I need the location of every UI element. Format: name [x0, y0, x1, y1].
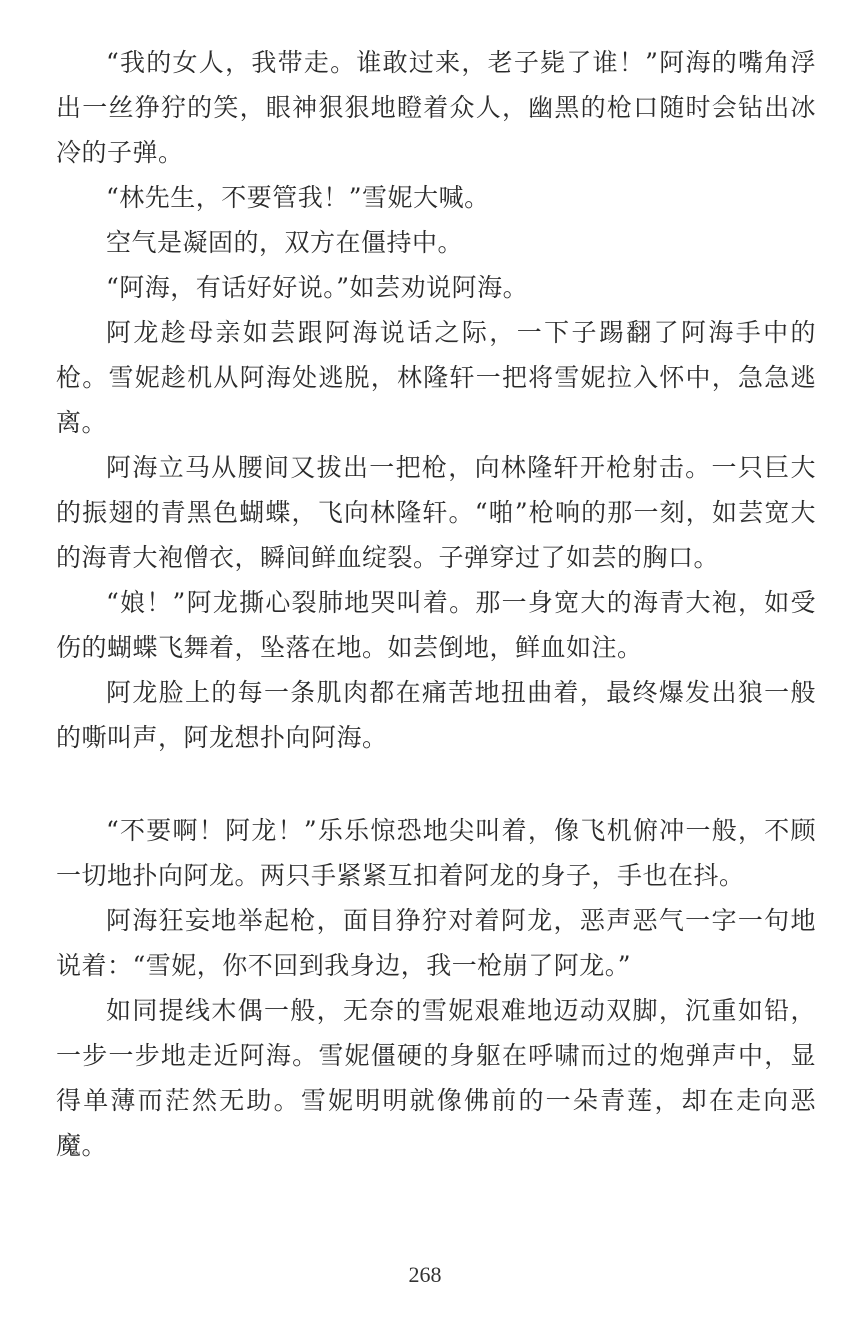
paragraph: “我的女人，我带走。谁敢过来，老子毙了谁！”阿海的嘴角浮出一丝狰狞的笑，眼神狠狠地瞪着众人，幽黑的枪口随时会钻出冰冷的子弹。: [56, 48, 816, 167]
paragraph: 阿海狂妄地举起枪，面目狰狞对着阿龙，恶声恶气一字一句地说着：“雪妮，你不回到我身边，我一枪崩了阿龙。”: [56, 906, 816, 980]
page-number: 268: [408, 1262, 442, 1287]
paragraph: “林先生，不要管我！”雪妮大喊。: [106, 183, 490, 212]
paragraph: 阿龙趁母亲如芸跟阿海说话之际，一下子踢翻了阿海手中的枪。雪妮趁机从阿海处逃脱，林隆轩一把将雪妮拉入怀中，急急逃离。: [56, 318, 816, 437]
paragraph: 阿龙脸上的每一条肌肉都在痛苦地扭曲着，最终爆发出狼一般的嘶叫声，阿龙想扑向阿海。: [56, 678, 816, 752]
paragraph: “不要啊！阿龙！”乐乐惊恐地尖叫着，像飞机俯冲一般，不顾一切地扑向阿龙。两只手紧紧互扣着阿龙的身子，手也在抖。: [56, 816, 816, 890]
paragraph: 阿海立马从腰间又拔出一把枪，向林隆轩开枪射击。一只巨大的振翅的青黑色蝴蝶，飞向林隆轩。“啪”枪响的那一刻，如芸宽大的海青大袍僧衣，瞬间鲜血绽裂。子弹穿过了如芸的胸口。: [56, 453, 816, 572]
paragraph: “娘！”阿龙撕心裂肺地哭叫着。那一身宽大的海青大袍，如受伤的蝴蝶飞舞着，坠落在地。如芸倒地，鲜血如注。: [56, 588, 816, 662]
body-text: [56, 40, 816, 1168]
section-break: [56, 760, 816, 808]
paragraph: 空气是凝固的，双方在僵持中。: [106, 228, 464, 257]
paragraph: 如同提线木偶一般，无奈的雪妮艰难地迈动双脚，沉重如铅，一步一步地走近阿海。雪妮僵硬的身躯在呼啸而过的炮弹声中，显得单薄而茫然无助。雪妮明明就像佛前的一朵青莲，却在走向恶魔。: [56, 996, 816, 1160]
paragraph: “阿海，有话好好说。”如芸劝说阿海。: [106, 273, 529, 302]
